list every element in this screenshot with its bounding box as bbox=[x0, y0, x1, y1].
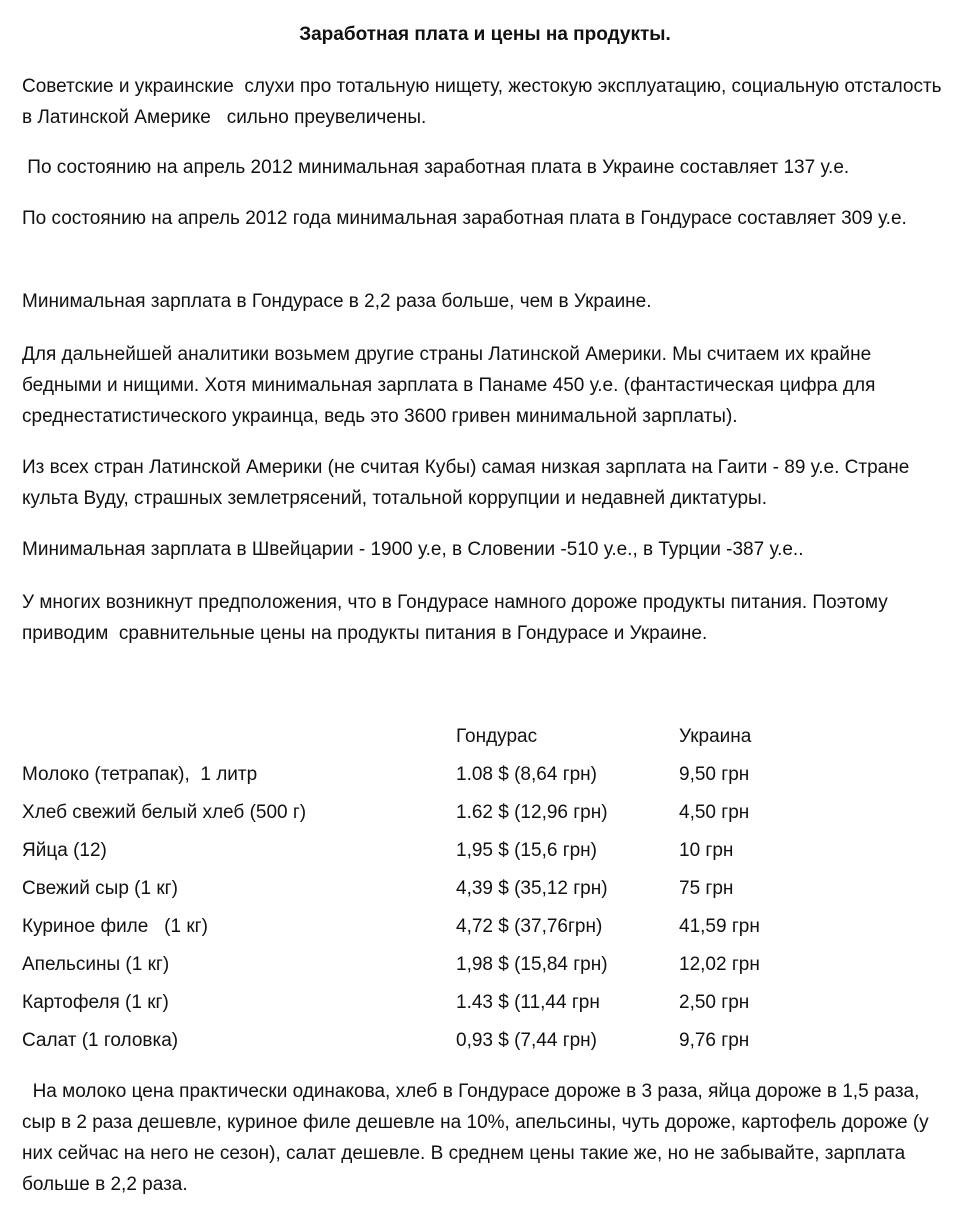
product-name: Куриное филе (1 кг) bbox=[22, 916, 208, 937]
table-header-row bbox=[22, 722, 942, 760]
honduras-price: 1,98 $ (15,84 грн) bbox=[456, 954, 608, 975]
product-name: Салат (1 головка) bbox=[22, 1030, 179, 1051]
header-ukraine: Украина bbox=[679, 726, 752, 747]
paragraph-ukraine-wage: По состоянию на апрель 2012 минимальная заработная плата в Украине составляет 137 у.е. bbox=[22, 157, 850, 178]
honduras-price: 1,95 $ (15,6 грн) bbox=[456, 840, 598, 861]
ukraine-price: 12,02 грн bbox=[679, 954, 760, 975]
paragraph-honduras-wage: По состоянию на апрель 2012 года минимальная заработная плата в Гондурасе составляет 309 у.е. bbox=[22, 208, 907, 229]
honduras-price: 4,39 $ (35,12 грн) bbox=[456, 878, 608, 899]
paragraph-rumors: Советские и украинские слухи про тотальную нищету, жестокую эксплуатацию, социальную отсталость в Латинской Америке сильно преувеличены. bbox=[22, 76, 947, 128]
honduras-price: 4,72 $ (37,76грн) bbox=[456, 916, 603, 937]
product-name: Яйца (12) bbox=[22, 840, 107, 861]
ukraine-price: 2,50 грн bbox=[679, 992, 750, 1013]
ukraine-price: 4,50 грн bbox=[679, 802, 750, 823]
table-row bbox=[22, 950, 942, 988]
table-row bbox=[22, 798, 942, 836]
product-name: Апельсины (1 кг) bbox=[22, 954, 170, 975]
honduras-price: 1.43 $ (11,44 грн bbox=[456, 992, 600, 1013]
paragraph-haiti: Из всех стран Латинской Америки (не считая Кубы) самая низкая зарплата на Гаити - 89 у.е. Стране культа Вуду, страшных землетрясений, тотальной коррупции и недавней диктатуры. bbox=[22, 457, 915, 509]
paragraph-wage-ratio: Минимальная зарплата в Гондурасе в 2,2 раза больше, чем в Украине. bbox=[22, 291, 652, 312]
product-name: Молоко (тетрапак), 1 литр bbox=[22, 764, 258, 785]
paragraph-panama: Для дальнейшей аналитики возьмем другие страны Латинской Америки. Мы считаем их крайне бедными и нищими. Хотя минимальная зарплата в Панаме 450 у.е. (фантастическая цифра для среднестатистического украинца, ведь это 3600 гривен минимальной зарплаты). bbox=[22, 344, 881, 427]
honduras-price: 1.62 $ (12,96 грн) bbox=[456, 802, 608, 823]
honduras-price: 1.08 $ (8,64 грн) bbox=[456, 764, 598, 785]
ukraine-price: 10 грн bbox=[679, 840, 734, 861]
paragraph-europe-wages: Минимальная зарплата в Швейцарии - 1900 у.е, в Словении -510 у.е., в Турции -387 у.е.. bbox=[22, 539, 804, 560]
header-honduras: Гондурас bbox=[456, 726, 538, 747]
product-name: Хлеб свежий белый хлеб (500 г) bbox=[22, 802, 307, 823]
table-row bbox=[22, 874, 942, 912]
table-row bbox=[22, 760, 942, 798]
honduras-price: 0,93 $ (7,44 грн) bbox=[456, 1030, 598, 1051]
table-row bbox=[22, 1026, 942, 1064]
price-comparison-table bbox=[22, 722, 942, 1064]
product-name: Картофеля (1 кг) bbox=[22, 992, 169, 1013]
product-name: Свежий сыр (1 кг) bbox=[22, 878, 178, 899]
paragraph-food-prices-intro: У многих возникнут предположения, что в Гондурасе намного дороже продукты питания. Поэтому приводим сравнительные цены на продукты питания в Гондурасе и Украине. bbox=[22, 592, 894, 644]
table-row bbox=[22, 912, 942, 950]
ukraine-price: 41,59 грн bbox=[679, 916, 760, 937]
ukraine-price: 9,76 грн bbox=[679, 1030, 750, 1051]
ukraine-price: 75 грн bbox=[679, 878, 734, 899]
article-title: Заработная плата и цены на продукты. bbox=[299, 24, 671, 45]
table-row bbox=[22, 988, 942, 1026]
paragraph-conclusion: На молоко цена практически одинакова, хлеб в Гондурасе дороже в 3 раза, яйца дороже в 1,5 раза, сыр в 2 раза дешевле, куриное филе дешевле на 10%, апельсины, чуть дороже, картофель дороже (у них сейчас на него не сезон), салат дешевле. В среднем цены такие же, но не забывайте, зарплата больше в 2,2 раза. bbox=[22, 1081, 934, 1195]
table-row bbox=[22, 836, 942, 874]
ukraine-price: 9,50 грн bbox=[679, 764, 750, 785]
